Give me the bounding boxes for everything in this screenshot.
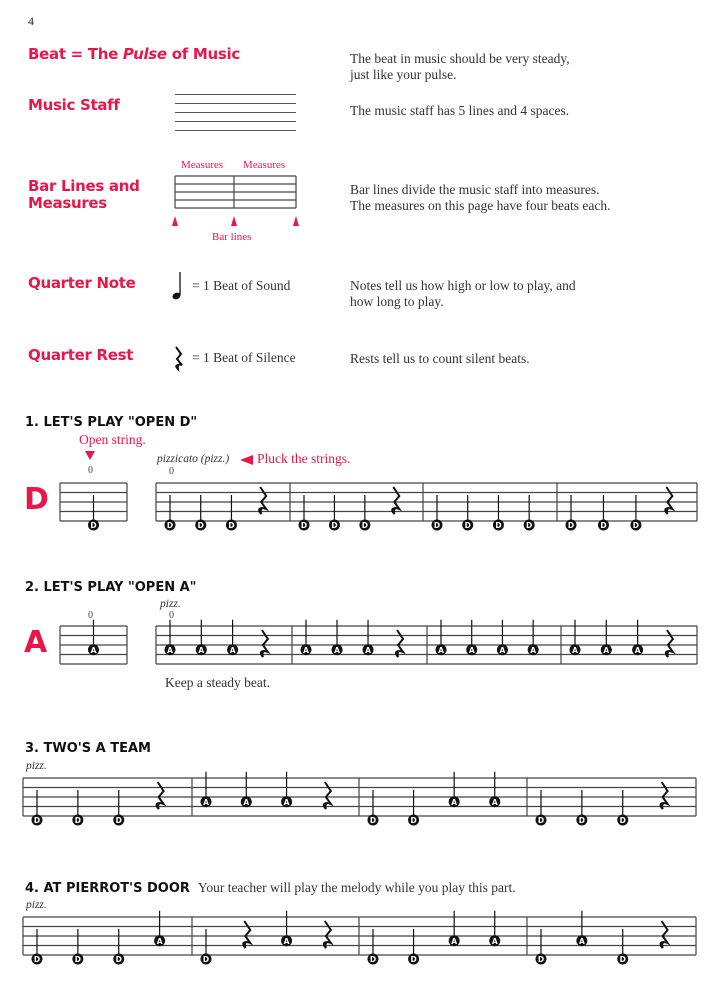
note-letter: A — [334, 645, 340, 655]
quarter-note-d — [32, 790, 43, 826]
quarter-rest-icon — [396, 630, 403, 657]
barlines-description — [350, 182, 611, 214]
quarter-note-a — [632, 620, 643, 656]
note-letter: D — [33, 816, 41, 825]
quarter-rest-icon — [665, 487, 672, 514]
quarter-note-d — [408, 790, 419, 826]
note-letter: A — [283, 797, 290, 807]
note-letter: D — [90, 521, 97, 530]
quarter-note-d — [576, 790, 587, 826]
quarter-note-d — [630, 495, 641, 531]
quarter-note-d — [299, 495, 310, 531]
quarter-note-a — [528, 620, 539, 656]
quarter-note-d — [493, 495, 504, 531]
quarter-note-d — [201, 929, 212, 965]
measures-label-2: Measures — [243, 159, 286, 171]
exercise-3-staff — [0, 768, 722, 838]
note-letter: A — [303, 645, 309, 655]
quarter-rest-icon — [172, 345, 186, 375]
quarter-note-d — [329, 495, 340, 531]
quarter-rest-icon — [157, 782, 164, 809]
barlines-illustration — [170, 170, 305, 230]
quarter-note-a — [301, 620, 312, 656]
quarter-note-icon — [168, 270, 184, 302]
note-letter: D — [202, 955, 210, 964]
note-letter: D — [567, 521, 575, 530]
note-letter: D — [410, 816, 417, 825]
note-letter: D — [331, 521, 338, 530]
quarter-note-a — [88, 620, 99, 656]
quarter-note-d — [408, 929, 419, 965]
note-letter: D — [33, 955, 41, 964]
quarter-note-title: Quarter Note — [28, 274, 136, 292]
quarter-note-d — [368, 929, 379, 965]
beat-desc-line2: just like your pulse. — [350, 67, 457, 82]
note-letter: A — [167, 645, 173, 655]
quarter-note-a — [363, 620, 374, 656]
note-letter: A — [229, 645, 236, 655]
note-letter: A — [491, 936, 498, 946]
quarter-rest-icon — [666, 630, 673, 657]
exercise-4-heading: 4. AT PIERROT'S DOOR — [25, 881, 190, 896]
beat-title-italic: Pulse — [122, 45, 167, 63]
note-letter: D — [464, 521, 471, 530]
quarter-note-description — [350, 278, 576, 310]
quarter-note-d — [32, 929, 43, 965]
quarter-rest-icon — [324, 782, 331, 809]
note-letter: D — [115, 955, 122, 964]
quarter-note-a — [281, 772, 292, 808]
note-letter: A — [491, 797, 498, 807]
quarter-note-d — [72, 790, 83, 826]
note-letter: D — [537, 816, 545, 825]
barlines-label: Bar lines — [212, 231, 252, 243]
quarter-note-a — [466, 620, 477, 656]
quarter-note-equation: = 1 Beat of Sound — [192, 278, 291, 293]
beat-title — [28, 46, 240, 63]
quarter-rest-icon — [324, 921, 331, 948]
note-letter: D — [632, 521, 640, 530]
note-letter: A — [578, 936, 585, 946]
quarter-rest-title: Quarter Rest — [28, 346, 134, 364]
barline-arrow-icons — [172, 216, 299, 226]
quarter-note-a — [436, 620, 447, 656]
note-letter: D — [115, 816, 122, 825]
quarter-note-d — [536, 790, 547, 826]
quarter-note-a — [196, 620, 207, 656]
quarter-note-d — [165, 495, 176, 531]
exercise-1-staff — [0, 473, 722, 543]
note-letter: A — [198, 645, 205, 655]
quarter-note-a — [201, 772, 212, 808]
quarter-note-a — [165, 620, 176, 656]
note-letter: D — [197, 521, 204, 530]
quarter-note-d — [88, 495, 99, 531]
quarter-note-a — [449, 772, 460, 808]
quarter-note-d — [359, 495, 370, 531]
quarter-note-d — [566, 495, 577, 531]
quarter-note-a — [489, 911, 500, 947]
note-letter: A — [438, 645, 444, 655]
quarter-note-a — [154, 911, 165, 947]
note-letter: D — [619, 955, 626, 964]
quarter-note-d — [524, 495, 535, 531]
note-letter: A — [451, 797, 458, 807]
quarter-rest-description: Rests tell us to count silent beats. — [350, 351, 530, 366]
exercise-4-header — [25, 879, 516, 897]
note-letter: A — [365, 645, 371, 655]
beat-description — [350, 51, 570, 83]
quarter-note-desc-line1: Notes tell us how high or low to play, and — [350, 278, 576, 293]
exercise-1-heading: 1. LET'S PLAY "OPEN D" — [25, 415, 198, 430]
note-letter: A — [203, 797, 209, 807]
quarter-rest-icon — [261, 630, 268, 657]
quarter-note-d — [226, 495, 237, 531]
music-staff-description: The music staff has 5 lines and 4 spaces. — [350, 103, 570, 118]
page-number: 4 — [28, 14, 34, 28]
quarter-note-d — [432, 495, 443, 531]
quarter-note-a — [489, 772, 500, 808]
quarter-rest-icon — [243, 921, 250, 948]
beat-title-post: of Music — [166, 45, 240, 63]
barlines-title-line1: Bar Lines and — [28, 177, 140, 195]
note-letter: A — [451, 936, 458, 946]
note-letter: D — [74, 816, 81, 825]
quarter-note-a — [601, 620, 612, 656]
quarter-rest-equation: = 1 Beat of Silence — [192, 350, 296, 365]
note-letter: A — [572, 645, 578, 655]
quarter-note-d — [598, 495, 609, 531]
quarter-rest-icon — [392, 487, 399, 514]
note-letter: D — [369, 816, 377, 825]
note-letter: A — [468, 645, 475, 655]
note-letter: D — [526, 521, 533, 530]
exercise-4-staff — [0, 907, 722, 977]
barlines-title — [28, 178, 140, 212]
quarter-note-d — [617, 790, 628, 826]
note-letter: D — [228, 521, 235, 530]
string-letter-d: D — [24, 482, 49, 517]
quarter-note-d — [72, 929, 83, 965]
quarter-note-a — [570, 620, 581, 656]
pizz-label-3: pizz. — [26, 760, 47, 772]
quarter-note-a — [227, 620, 238, 656]
note-letter: A — [634, 645, 641, 655]
pizz-label-4: pizz. — [26, 899, 47, 911]
quarter-note-a — [332, 620, 343, 656]
quarter-rest-icon — [259, 487, 266, 514]
quarter-note-a — [281, 911, 292, 947]
quarter-note-d — [462, 495, 473, 531]
pluck-label: Pluck the strings. — [257, 451, 351, 466]
quarter-rest-icon — [661, 782, 668, 809]
quarter-note-a — [497, 620, 508, 656]
exercise-4-instruction: Your teacher will play the melody while you play this part. — [197, 880, 516, 895]
barlines-desc-line2: The measures on this page have four beats each. — [350, 198, 611, 213]
note-letter: D — [600, 521, 607, 530]
note-letter: D — [74, 955, 81, 964]
note-letter: A — [499, 645, 506, 655]
exercise-3-heading: 3. TWO'S A TEAM — [25, 741, 151, 756]
quarter-note-desc-line2: how long to play. — [350, 294, 444, 309]
fingering-main-2: 0 — [169, 610, 174, 621]
beat-title-pre: Beat = The — [28, 45, 123, 63]
measures-label-1: Measures — [181, 159, 224, 171]
note-letter: D — [537, 955, 545, 964]
string-letter-a: A — [24, 625, 48, 660]
quarter-note-d — [113, 929, 124, 965]
fingering-main: 0 — [169, 466, 174, 477]
note-letter: D — [166, 521, 174, 530]
note-letter: D — [410, 955, 417, 964]
note-letter: D — [619, 816, 626, 825]
note-letter: A — [243, 797, 250, 807]
exercise-2-heading: 2. LET'S PLAY "OPEN A" — [25, 580, 197, 595]
note-letter: D — [495, 521, 502, 530]
note-letter: D — [433, 521, 441, 530]
note-letter: D — [369, 955, 377, 964]
pizz-label-2: pizz. — [160, 598, 181, 610]
quarter-rest-icon — [661, 921, 668, 948]
pluck-arrow-icon — [240, 455, 254, 465]
quarter-note-d — [536, 929, 547, 965]
quarter-note-a — [576, 911, 587, 947]
note-letter: A — [530, 645, 537, 655]
exercise-2-staff — [0, 616, 722, 686]
quarter-note-d — [113, 790, 124, 826]
note-letter: A — [283, 936, 290, 946]
barlines-desc-line1: Bar lines divide the music staff into measures. — [350, 182, 600, 197]
note-letter: D — [361, 521, 368, 530]
note-letter: A — [90, 645, 97, 655]
note-letter: A — [603, 645, 610, 655]
open-string-arrow-icon — [85, 451, 95, 461]
quarter-note-d — [617, 929, 628, 965]
barlines-title-line2: Measures — [28, 194, 107, 212]
quarter-note-a — [241, 772, 252, 808]
note-letter: D — [300, 521, 308, 530]
fingering-intro: 0 — [88, 465, 93, 476]
beat-desc-line1: The beat in music should be very steady, — [350, 51, 570, 66]
pizzicato-label: pizzicato (pizz.) — [157, 453, 230, 465]
open-string-label: Open string. — [79, 432, 146, 447]
note-letter: A — [156, 936, 163, 946]
note-letter: D — [578, 816, 585, 825]
quarter-note-a — [449, 911, 460, 947]
music-staff-title: Music Staff — [28, 96, 120, 114]
fingering-intro-2: 0 — [88, 610, 93, 621]
quarter-note-d — [368, 790, 379, 826]
quarter-note-d — [195, 495, 206, 531]
steady-beat-caption: Keep a steady beat. — [165, 675, 270, 690]
